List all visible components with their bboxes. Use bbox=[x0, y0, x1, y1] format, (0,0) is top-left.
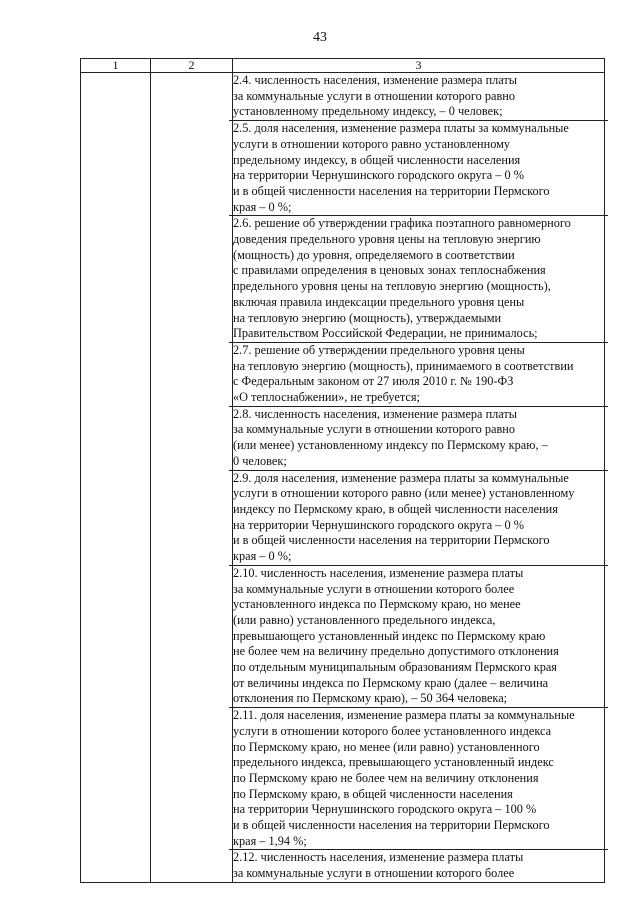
list-item bbox=[229, 471, 608, 566]
list-item bbox=[229, 850, 608, 881]
text-line: на территории Чернушинского городского округа – 0 % bbox=[233, 517, 524, 532]
column-3-cell bbox=[233, 73, 605, 883]
text-line: предельного уровня цены на тепловую энергию (мощность), bbox=[233, 279, 551, 294]
text-line: услуги в отношении которого равно (или менее) установленному bbox=[233, 486, 575, 501]
text-line: и в общей численности населения на территории Пермского bbox=[233, 533, 550, 548]
column-2-cell bbox=[151, 73, 233, 883]
text-line: на территории Чернушинского городского округа – 0 % bbox=[233, 168, 524, 183]
list-item bbox=[229, 216, 608, 343]
text-line: 2.12. численность населения, изменение размера платы bbox=[233, 850, 524, 865]
text-line: установленному предельному индексу, – 0 человек; bbox=[233, 104, 503, 119]
page-number: 43 bbox=[313, 30, 327, 45]
text-line: 0 человек; bbox=[233, 453, 287, 468]
document-table bbox=[80, 58, 605, 883]
text-line: 2.9. доля населения, изменение размера платы за коммунальные bbox=[233, 470, 569, 485]
text-line: по Пермскому краю не более чем на величину отклонения bbox=[233, 770, 539, 785]
text-line: предельному индексу, в общей численности населения bbox=[233, 152, 521, 167]
list-item bbox=[229, 73, 608, 121]
text-line: 2.10. численность населения, изменение размера платы bbox=[233, 565, 524, 580]
text-line: от величины индекса по Пермскому краю (далее – величина bbox=[233, 675, 549, 690]
text-line: за коммунальные услуги в отношении которого более bbox=[233, 581, 515, 596]
text-line: Правительством Российской Федерации, не принималось; bbox=[233, 326, 538, 341]
text-line: по отдельным муниципальным образованиям Пермского края bbox=[233, 660, 557, 675]
text-line: установленного индекса по Пермскому краю, но менее bbox=[233, 597, 521, 612]
text-line: по Пермскому краю, в общей численности населения bbox=[233, 786, 513, 801]
text-line: и в общей численности населения на территории Пермского bbox=[233, 183, 550, 198]
text-line: не более чем на величину предельно допустимого отклонения bbox=[233, 644, 559, 659]
text-line: 2.5. доля населения, изменение размера платы за коммунальные bbox=[233, 121, 569, 136]
list-item bbox=[229, 343, 608, 407]
text-line: превышающего установленный индекс по Пермскому краю bbox=[233, 628, 546, 643]
text-line: доведения предельного уровня цены на тепловую энергию bbox=[233, 232, 541, 247]
column-header-1: 1 bbox=[81, 59, 151, 73]
text-line: за коммунальные услуги в отношении которого более bbox=[233, 866, 515, 881]
text-line: отклонения по Пермскому краю), – 50 364 человека; bbox=[233, 691, 508, 706]
text-line: края – 1,94 %; bbox=[233, 833, 307, 848]
text-line: 2.6. решение об утверждении графика поэтапного равномерного bbox=[233, 216, 571, 231]
text-line: и в общей численности населения на территории Пермского bbox=[233, 818, 550, 833]
text-line: (или менее) установленному индексу по Пермскому краю, – bbox=[233, 438, 548, 453]
text-line: на территории Чернушинского городского округа – 100 % bbox=[233, 802, 537, 817]
list-item bbox=[229, 407, 608, 471]
text-line: индексу по Пермскому краю, в общей численности населения bbox=[233, 501, 558, 516]
text-line: (мощность) до уровня, определяемого в соответствии bbox=[233, 247, 515, 262]
text-line: услуги в отношении которого равно установленному bbox=[233, 136, 511, 151]
text-line: услуги в отношении которого более установленного индекса bbox=[233, 723, 552, 738]
text-line: края – 0 %; bbox=[233, 199, 292, 214]
text-line: включая правила индексации предельного уровня цены bbox=[233, 294, 525, 309]
column-1-cell bbox=[81, 73, 151, 883]
list-item bbox=[229, 566, 608, 708]
text-line: по Пермскому краю, но менее (или равно) установленного bbox=[233, 739, 540, 754]
text-line: предельного индекса, превышающего установленный индекс bbox=[233, 755, 554, 770]
text-line: 2.7. решение об утверждении предельного уровня цены bbox=[233, 342, 525, 357]
table-body-row bbox=[81, 73, 605, 883]
text-line: с Федеральным законом от 27 июля 2010 г. № 190-ФЗ bbox=[233, 374, 514, 389]
text-line: за коммунальные услуги в отношении которого равно bbox=[233, 88, 516, 103]
text-line: с правилами определения в ценовых зонах теплоснабжения bbox=[233, 263, 546, 278]
column-header-2: 2 bbox=[151, 59, 233, 73]
list-item bbox=[229, 708, 608, 850]
text-line: края – 0 %; bbox=[233, 549, 292, 564]
text-line: (или равно) установленного предельного индекса, bbox=[233, 612, 496, 627]
text-line: на тепловую энергию (мощность), принимаемого в соответствии bbox=[233, 358, 574, 373]
column-header-3: 3 bbox=[233, 59, 605, 73]
table-header-row bbox=[81, 59, 605, 73]
text-line: «О теплоснабжении», не требуется; bbox=[233, 390, 420, 405]
list-item bbox=[229, 121, 608, 216]
text-line: на тепловую энергию (мощность), утверждаемыми bbox=[233, 310, 502, 325]
text-line: 2.11. доля населения, изменение размера платы за коммунальные bbox=[233, 708, 575, 723]
text-line: 2.4. численность населения, изменение размера платы bbox=[233, 73, 518, 87]
text-line: 2.8. численность населения, изменение размера платы bbox=[233, 406, 518, 421]
text-line: за коммунальные услуги в отношении которого равно bbox=[233, 422, 516, 437]
